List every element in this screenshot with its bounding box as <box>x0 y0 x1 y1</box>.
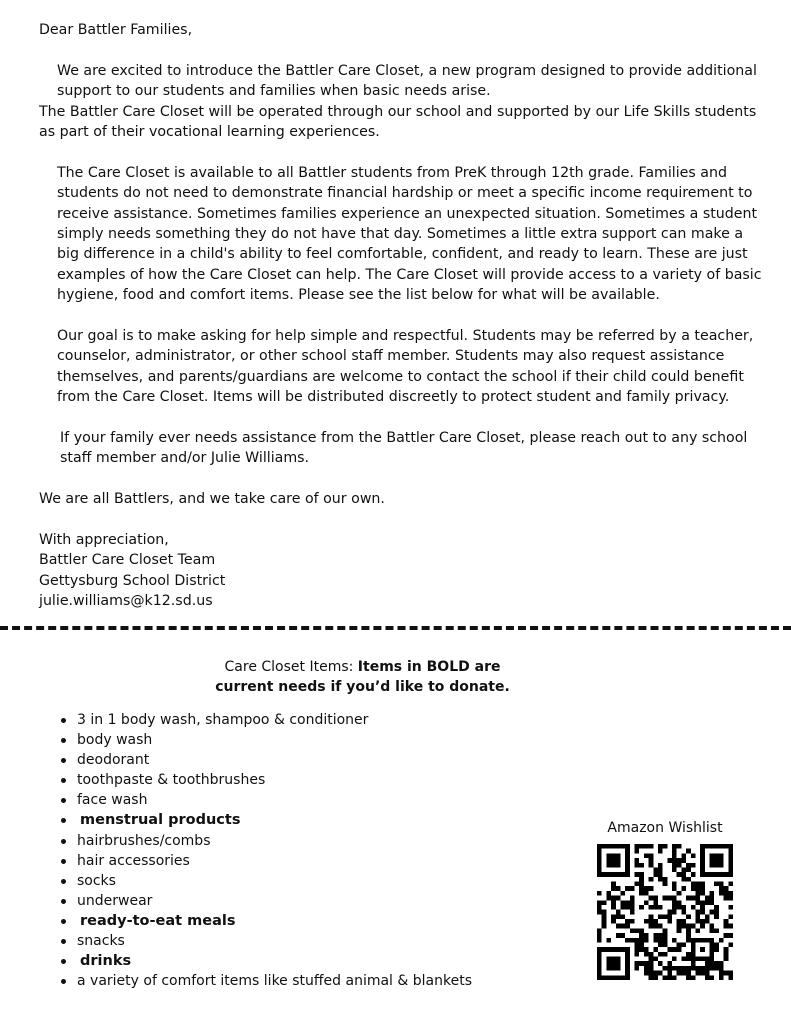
contact-email: julie.williams@k12.sd.us <box>39 593 213 610</box>
list-item: ready-to-eat meals <box>77 911 472 931</box>
list-item: deodorant <box>77 750 472 770</box>
list-item: snacks <box>77 931 472 951</box>
list-item: toothpaste & toothbrushes <box>77 770 472 790</box>
list-item: 3 in 1 body wash, shampoo & conditioner <box>77 710 472 730</box>
signer: Battler Care Closet Team <box>39 552 216 569</box>
dashed-divider <box>0 626 791 630</box>
list-item: hair accessories <box>77 851 472 871</box>
motto: We are all Battlers, and we take care of our own. <box>39 491 385 508</box>
care-closet-item-list <box>77 710 472 991</box>
letter <box>39 20 769 612</box>
district: Gettysburg School District <box>39 572 226 589</box>
list-item: underwear <box>77 891 472 911</box>
list-item: hairbrushes/combs <box>77 831 472 851</box>
list-item: body wash <box>77 730 472 750</box>
salutation: Dear Battler Families, <box>39 22 193 38</box>
list-item: menstrual products <box>77 810 472 830</box>
availability-paragraph: The Care Closet is available to all Battler students from PreK through 12th grade. Families and students do not need to demonstrate financial hardship or meet a specific income requirement to receive assistance. Sometimes families experience an unexpected situation. Sometimes a student simply needs something they do not have that day. Sometimes a little extra support can make a big difference in a child's ability to feel comfortable, confident, and ready to learn. These are just examples of how the Care Closet can help. The Care Closet will provide access to a variety of basic hygiene, food and comfort items. Please see the list below for what will be available. <box>57 164 762 304</box>
list-item: a variety of comfort items like stuffed animal & blankets <box>77 971 472 991</box>
goal-paragraph: Our goal is to make asking for help simple and respectful. Students may be referred by a teacher, counselor, administrator, or other school staff member. Students may also request assistance themselves, and parents/guardians are welcome to contact the school if their child could benefit from the Care Closet. Items will be distributed discreetly to protect student and family privacy. <box>57 328 754 406</box>
qr-code-icon[interactable] <box>597 844 733 980</box>
contact-paragraph: If your family ever needs assistance from the Battler Care Closet, please reach out to any school staff member and/or Julie Williams. <box>60 430 748 467</box>
items-title-bold: Items in BOLD are current needs if you’d like to donate. <box>215 659 510 695</box>
intro-paragraph-2: The Battler Care Closet will be operated through our school and supported by our Life Skills students as part of their vocational learning experiences. <box>39 103 757 141</box>
intro-paragraph: We are excited to introduce the Battler Care Closet, a new program designed to provide additional support to our students and families when basic needs arise. <box>57 62 757 100</box>
list-item: socks <box>77 871 472 891</box>
list-item: drinks <box>77 951 472 971</box>
closing: With appreciation, <box>39 532 169 549</box>
list-item: face wash <box>77 790 472 810</box>
wishlist-label: Amazon Wishlist <box>607 820 723 836</box>
items-title <box>200 657 525 697</box>
items-title-plain: Care Closet Items: <box>224 659 358 675</box>
